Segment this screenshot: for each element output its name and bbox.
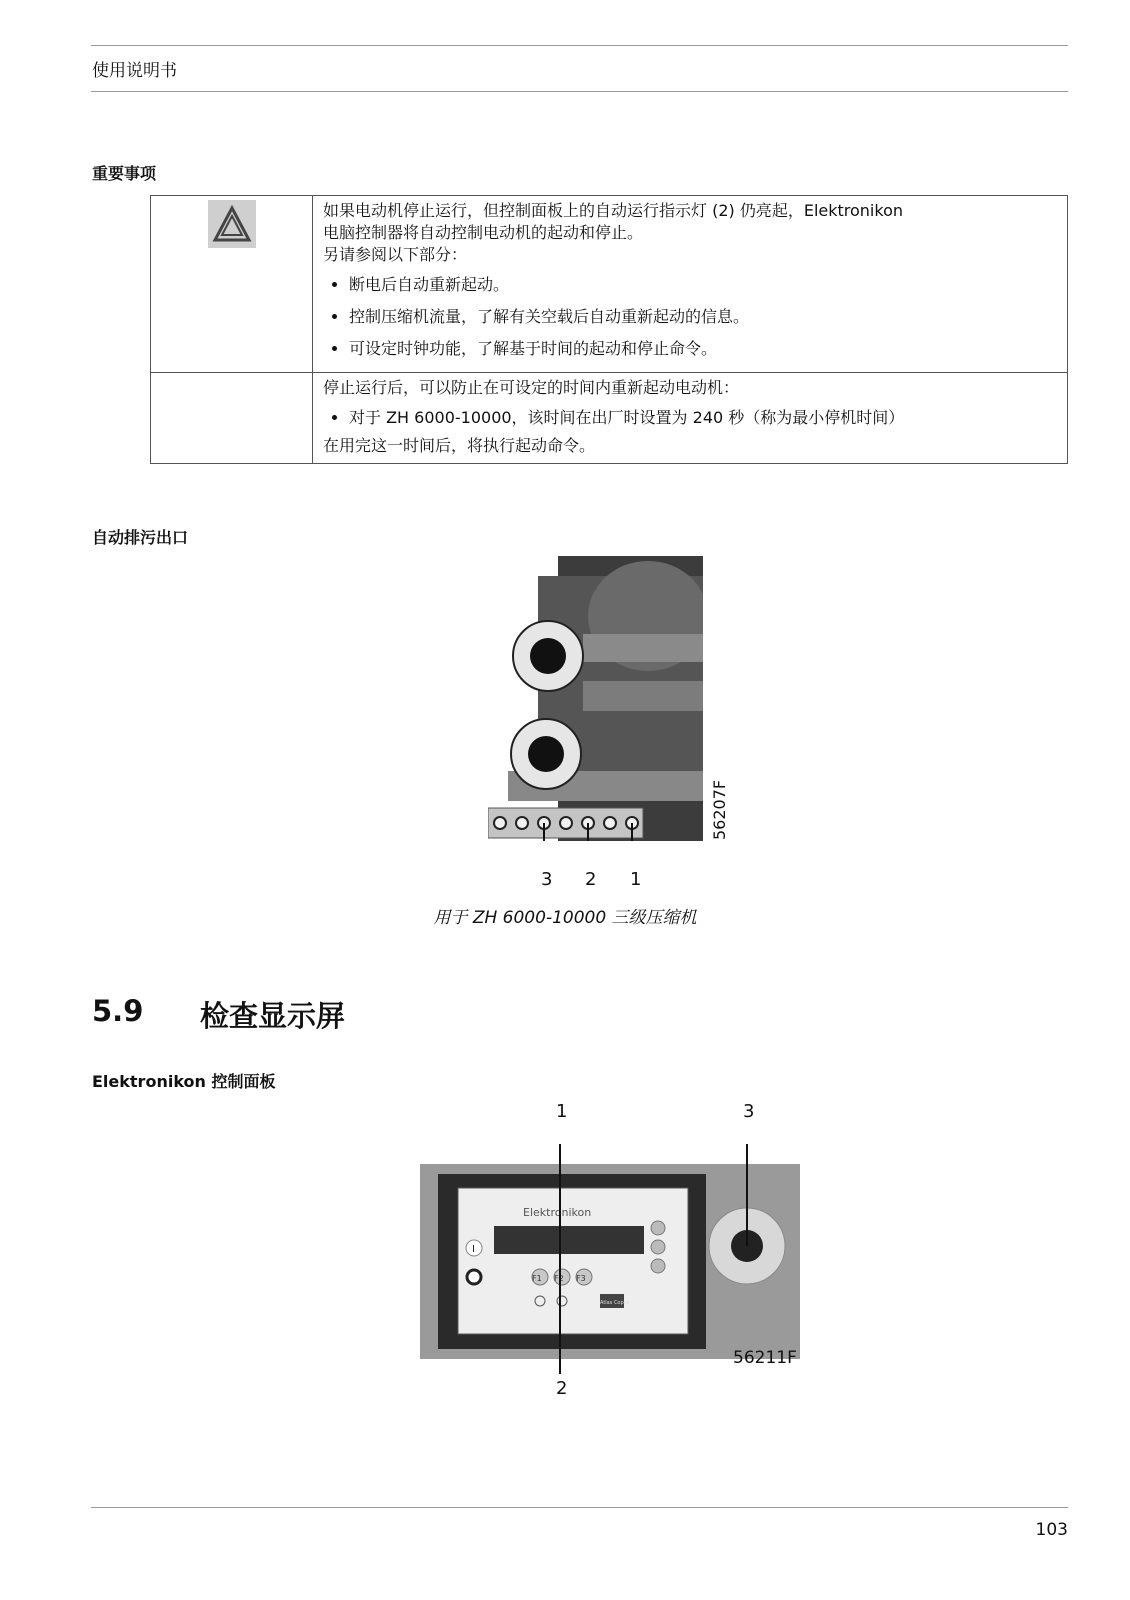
callout-label: 3 [541, 869, 553, 890]
note-line: 另请参阅以下部分： [323, 245, 468, 264]
start-button-label: I [472, 1244, 475, 1255]
footer-rule [91, 1507, 1068, 1508]
key-label: F2 [554, 1274, 564, 1283]
note-line: 停止运行后，可以防止在可设定的时间内重新起动电动机： [323, 378, 740, 397]
callout-label: 1 [556, 1101, 568, 1122]
section-title: 检查显示屏 [200, 999, 346, 1033]
empty-cell [151, 373, 313, 464]
notes-row-2-text [313, 373, 1068, 464]
list-item: • 控制压缩机流量，了解有关空载后自动重新起动的信息。 [349, 306, 1057, 328]
figure-id: 56207F [710, 779, 729, 840]
figure-id: 56211F [733, 1348, 797, 1368]
page-number: 103 [1035, 1520, 1068, 1540]
note-line: 如果电动机停止运行，但控制面板上的自动运行指示灯 (2) 仍亮起，Elektronikon [323, 201, 904, 220]
callout-label: 2 [556, 1378, 568, 1399]
running-header: 使用说明书 [92, 61, 177, 81]
icon-cell [151, 196, 313, 373]
note-line: 在用完这一时间后，将执行起动命令。 [323, 436, 596, 455]
drain-heading: 自动排污出口 [92, 528, 189, 547]
note-line: 电脑控制器将自动控制电动机的起动和停止。 [323, 223, 644, 242]
list-item: • 对于 ZH 6000-10000，该时间在出厂时设置为 240 秒（称为最小停机时间） [349, 407, 1057, 429]
restart-list [323, 407, 1057, 429]
important-heading: 重要事项 [92, 164, 157, 183]
see-also-list [323, 274, 1057, 360]
callout-label: 2 [585, 869, 597, 890]
callout-label: 3 [743, 1101, 755, 1122]
brand-logo: Atlas Copco [600, 1300, 630, 1306]
notes-row-2 [151, 373, 1068, 464]
header-rule-top [91, 45, 1068, 46]
key-label: F3 [576, 1274, 586, 1283]
header-rule-bottom [91, 91, 1068, 92]
warning-triangle-icon [208, 200, 256, 248]
notes-row-1 [151, 196, 1068, 373]
panel-brand: Elektronikon [523, 1206, 592, 1219]
drain-outlets-photo [488, 556, 703, 841]
flange-top [513, 621, 583, 691]
important-notes-table [150, 195, 1068, 464]
section-number: 5.9 [92, 994, 144, 1028]
flange-bottom [511, 719, 581, 789]
list-item: • 断电后自动重新起动。 [349, 274, 1057, 296]
list-item: • 可设定时钟功能，了解基于时间的起动和停止命令。 [349, 338, 1057, 360]
callout-label: 1 [630, 869, 642, 890]
key-label: F1 [532, 1274, 542, 1283]
panel-heading: Elektronikon 控制面板 [92, 1072, 276, 1091]
notes-row-1-text [313, 196, 1068, 373]
figure-caption: 用于 ZH 6000-10000 三级压缩机 [433, 908, 697, 928]
